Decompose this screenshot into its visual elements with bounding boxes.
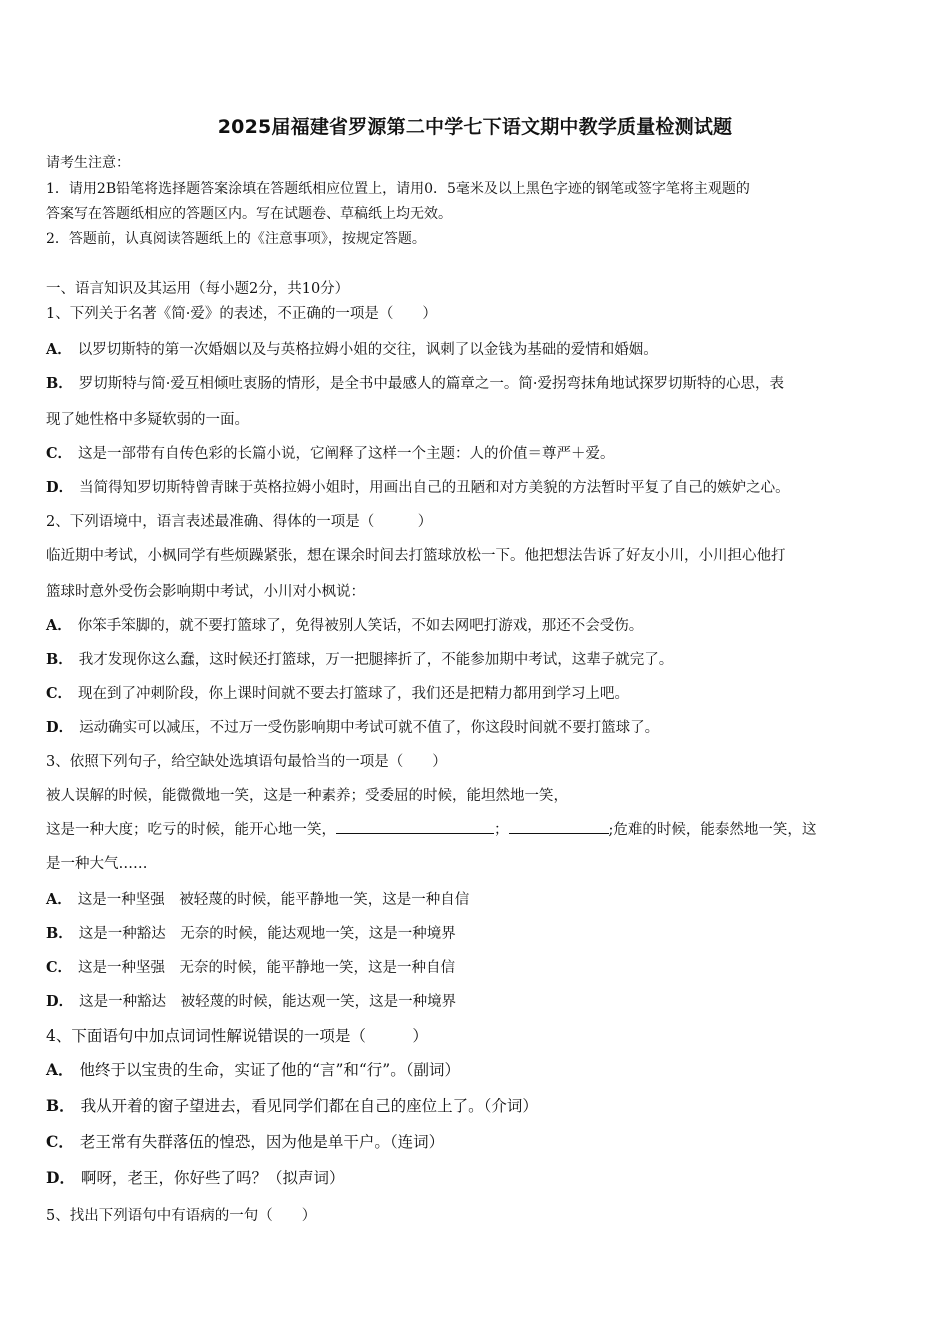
notice-item: 1．请用2B铅笔将选择题答案涂填在答题纸相应位置上，请用0．5毫米及以上黑色字迹的钢笔或签字笔将主观题的 [46,181,750,197]
option-text: 这是一种豁达 无奈的时候，能达观地一笑，这是一种境界 [78,926,456,942]
option-letter: D． [46,719,74,736]
option-text: 他终于以宝贵的生命，实证了他的“言”和“行”。（副词） [79,1061,460,1079]
context-text: ;危难的时候，能泰然地一笑，这 [608,822,817,838]
page-title: 2025届福建省罗源第二中学七下语文期中教学质量检测试题 [217,116,733,138]
option-d [46,990,916,1011]
option-letter: B． [46,925,73,942]
option-d [46,476,916,497]
option-c [46,956,916,977]
notice-heading: 请考生注意： [46,155,130,171]
option-text: 运动确实可以减压，不过万一受伤影响期中考试可就不值了，你这段时间就不要打篮球了。 [79,720,660,736]
answer-blank [336,818,494,834]
option-letter: C． [46,445,73,462]
option-text: 我从开着的窗子望进去，看见同学们都在自己的座位上了。（介词） [80,1097,538,1115]
question-context-with-blanks [46,818,916,839]
option-text: 这是一部带有自传色彩的长篇小说，它阐释了这样一个主题：人的价值＝尊严＋爱。 [78,446,615,462]
option-letter: C． [46,1132,74,1151]
option-text: 当简得知罗切斯特曾青睐于英格拉姆小姐时，用画出自己的丑陋和对方美貌的方法暂时平复了自己的嫉妒之心。 [79,480,790,496]
notice-item: 答案写在答题纸相应的答题区内。写在试题卷、草稿纸上均无效。 [46,206,452,222]
option-letter: A． [46,341,72,358]
option-text: 老王常有失群落伍的惶恐，因为他是单干户。（连词） [79,1133,445,1151]
option-letter: C． [46,959,73,976]
option-b [46,372,916,393]
answer-blank [509,818,609,834]
option-b-continued: 现了她性格中多疑软弱的一面。 [46,412,249,428]
option-text: 你笨手笨脚的，就不要打篮球了，免得被别人笑话，不如去网吧打游戏，那还不会受伤。 [77,618,644,634]
option-a [46,1058,916,1080]
option-c [46,682,916,703]
option-text: 罗切斯特与简·爱互相倾吐衷肠的情形，是全书中最感人的篇章之一。简·爱拐弯抹角地试探罗切斯特的心思，表 [78,376,784,392]
option-a [46,614,916,635]
option-letter: C． [46,685,73,702]
option-letter: A． [46,1060,74,1079]
option-text: 啊呀，老王，你好些了吗？（拟声词） [80,1169,345,1187]
option-letter: B． [46,1096,75,1115]
question-stem: 2、下列语境中，语言表述最准确、得体的一项是（ ） [46,514,433,530]
option-letter: B． [46,651,73,668]
blank-separator: ； [494,822,509,838]
option-a [46,888,916,909]
option-letter: A． [46,891,72,908]
question-context: 被人误解的时候，能微微地一笑，这是一种素养；受委屈的时候，能坦然地一笑， [46,788,568,804]
option-letter: A． [46,617,72,634]
option-text: 这是一种坚强 无奈的时候，能平静地一笑，这是一种自信 [78,960,456,976]
option-text: 以罗切斯特的第一次婚姻以及与英格拉姆小姐的交往，讽刺了以金钱为基础的爱情和婚姻。 [77,342,658,358]
option-b [46,1094,916,1116]
question-context: 临近期中考试，小枫同学有些烦躁紧张，想在课余时间去打篮球放松一下。他把想法告诉了好友小川，小川担心他打 [46,548,786,564]
notice-item: 2．答题前，认真阅读答题纸上的《注意事项》，按规定答题。 [46,231,426,247]
option-text: 这是一种坚强 被轻蔑的时候，能平静地一笑，这是一种自信 [77,892,470,908]
question-stem: 4、下面语句中加点词词性解说错误的一项是（ ） [46,1027,428,1045]
option-c [46,442,916,463]
option-text: 这是一种豁达 被轻蔑的时候，能达观一笑，这是一种境界 [79,994,457,1010]
section-heading: 一、语言知识及其运用（每小题2分，共10分） [46,281,350,297]
option-b [46,922,916,943]
question-stem: 3、依照下列句子，给空缺处选填语句最恰当的一项是（ ） [46,754,447,770]
option-d [46,1166,916,1188]
context-text: 这是一种大度；吃亏的时候，能开心地一笑， [46,822,336,838]
option-text: 我才发现你这么蠢，这时候还打篮球，万一把腿摔折了，不能参加期中考试，这辈子就完了。 [78,652,674,668]
question-stem: 5、找出下列语句中有语病的一句（ ） [46,1208,317,1224]
option-text: 现在到了冲刺阶段，你上课时间就不要去打篮球了，我们还是把精力都用到学习上吧。 [78,686,630,702]
option-letter: D． [46,479,74,496]
question-context: 是一种大气…… [46,856,148,872]
question-stem: 1、下列关于名著《简·爱》的表述，不正确的一项是（ ） [46,306,437,322]
option-letter: D． [46,993,74,1010]
option-c [46,1130,916,1152]
option-b [46,648,916,669]
option-letter: D． [46,1168,75,1187]
question-context: 篮球时意外受伤会影响期中考试，小川对小枫说： [46,584,365,600]
option-letter: B． [46,375,73,392]
option-a [46,338,916,359]
option-d [46,716,916,737]
